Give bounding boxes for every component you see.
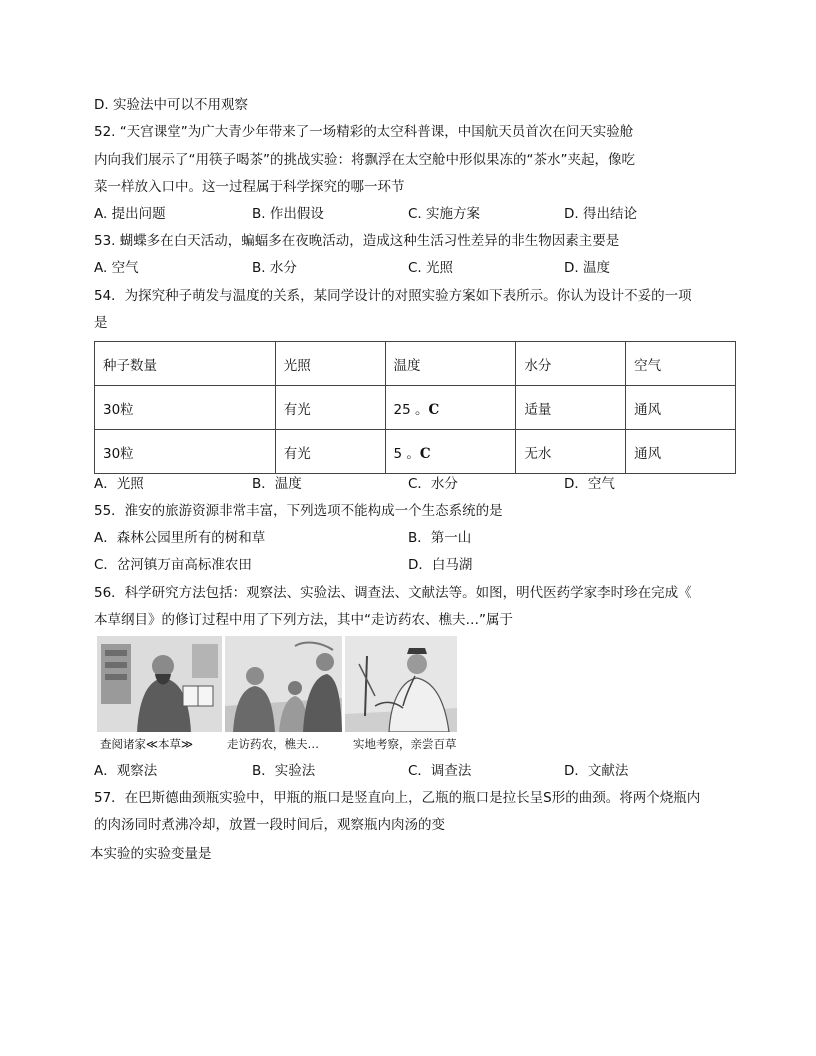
- table-cell-temp: [385, 430, 516, 474]
- q55-stem: 55．淮安的旅游资源非常丰富，下列选项不能构成一个生态系统的是: [94, 503, 503, 519]
- q54-option-b[interactable]: B．温度: [252, 476, 302, 492]
- temp-unit: C: [428, 401, 440, 418]
- table-header-cell: 光照: [275, 342, 385, 386]
- q52-option-c[interactable]: C. 实施方案: [408, 206, 481, 222]
- table-cell-light: 有光: [275, 386, 385, 430]
- q53-stem: 53. 蝴蝶多在白天活动，蝙蝠多在夜晚活动，造成这种生活习性差异的非生物因素主要是: [94, 233, 620, 249]
- illustration-strip: [97, 636, 457, 756]
- temp-value: 5: [393, 445, 403, 462]
- q53-option-d[interactable]: D. 温度: [564, 260, 610, 276]
- caption-visiting: 走访药农，樵夫…: [227, 737, 319, 751]
- q57-stem-line1: 57．在巴斯德曲颈瓶实验中，甲瓶的瓶口是竖直向上，乙瓶的瓶口是拉长呈S形的曲颈。将两个烧瓶内: [94, 790, 701, 806]
- q53-option-c[interactable]: C. 光照: [408, 260, 454, 276]
- table-header-row: [95, 342, 736, 386]
- table-cell-count: 30粒: [95, 386, 276, 430]
- table-cell-count: 30粒: [95, 430, 276, 474]
- q57-stem-line2: 的肉汤同时煮沸冷却，放置一段时间后，观察瓶内肉汤的变: [94, 817, 445, 833]
- q55-option-a[interactable]: A．森林公园里所有的树和草: [94, 530, 266, 546]
- q52-option-a[interactable]: A. 提出问题: [94, 206, 166, 222]
- table-cell-water: 适量: [516, 386, 626, 430]
- experiment-table: [94, 341, 736, 474]
- q56-stem-line2: 本草纲目》的修订过程中用了下列方法，其中“走访药农、樵夫…”属于: [94, 612, 513, 628]
- table-cell-light: 有光: [275, 430, 385, 474]
- q53-option-b[interactable]: B. 水分: [252, 260, 297, 276]
- q54-stem-line2: 是: [94, 315, 108, 331]
- table-header-cell: 种子数量: [95, 342, 276, 386]
- table-cell-temp: [385, 386, 516, 430]
- q55-option-b[interactable]: B．第一山: [408, 530, 472, 546]
- q52-option-b[interactable]: B. 作出假设: [252, 206, 324, 222]
- visiting-farmers-image: [225, 636, 342, 732]
- q52-stem-line2: 内向我们展示了“用筷子喝茶”的挑战实验：将飘浮在太空舱中形似果冻的“茶水”夹起，像吃: [94, 152, 635, 168]
- q52-option-d[interactable]: D. 得出结论: [564, 206, 637, 222]
- q53-option-a[interactable]: A. 空气: [94, 260, 139, 276]
- temp-value: 25: [393, 401, 411, 418]
- q54-stem-line1: 54．为探究种子萌发与温度的关系，某同学设计的对照实验方案如下表所示。你认为设计不妥的一项: [94, 288, 692, 304]
- table-row: [95, 430, 736, 474]
- table-row: [95, 386, 736, 430]
- q56-stem-line1: 56．科学研究方法包括：观察法、实验法、调查法、文献法等。如图，明代医药学家李时珍在完成《: [94, 585, 692, 601]
- q55-option-c[interactable]: C．岔河镇万亩高标准农田: [94, 557, 252, 573]
- table-cell-air: 通风: [626, 386, 736, 430]
- field-study-image: [345, 636, 457, 732]
- q56-option-a[interactable]: A．观察法: [94, 763, 158, 779]
- table-cell-water: 无水: [516, 430, 626, 474]
- q51-option-d: D. 实验法中可以不用观察: [94, 97, 248, 113]
- q54-option-a[interactable]: A．光照: [94, 476, 144, 492]
- q54-option-c[interactable]: C．水分: [408, 476, 458, 492]
- caption-reading: 查阅诸家≪本草≫: [100, 737, 194, 751]
- table-cell-air: 通风: [626, 430, 736, 474]
- q54-option-d[interactable]: D．空气: [564, 476, 615, 492]
- table-header-cell: 空气: [626, 342, 736, 386]
- table-header-cell: 温度: [385, 342, 516, 386]
- table-header-cell: 水分: [516, 342, 626, 386]
- q52-stem-line3: 菜一样放入口中。这一过程属于科学探究的哪一环节: [94, 179, 405, 195]
- q56-option-c[interactable]: C．调查法: [408, 763, 472, 779]
- temp-unit: C: [419, 445, 431, 462]
- q56-option-d[interactable]: D．文献法: [564, 763, 629, 779]
- reading-scholar-image: [97, 636, 222, 732]
- q55-option-d[interactable]: D．白马湖: [408, 557, 473, 573]
- q57-stem-line3: 本实验的实验变量是: [90, 846, 212, 862]
- degree-mark: 。: [415, 401, 429, 418]
- q56-option-b[interactable]: B．实验法: [252, 763, 316, 779]
- degree-mark: 。: [406, 445, 420, 462]
- q52-stem-line1: 52. “天宫课堂”为广大青少年带来了一场精彩的太空科普课，中国航天员首次在问天实验舱: [94, 124, 634, 140]
- caption-field-study: 实地考察，亲尝百草: [353, 737, 457, 751]
